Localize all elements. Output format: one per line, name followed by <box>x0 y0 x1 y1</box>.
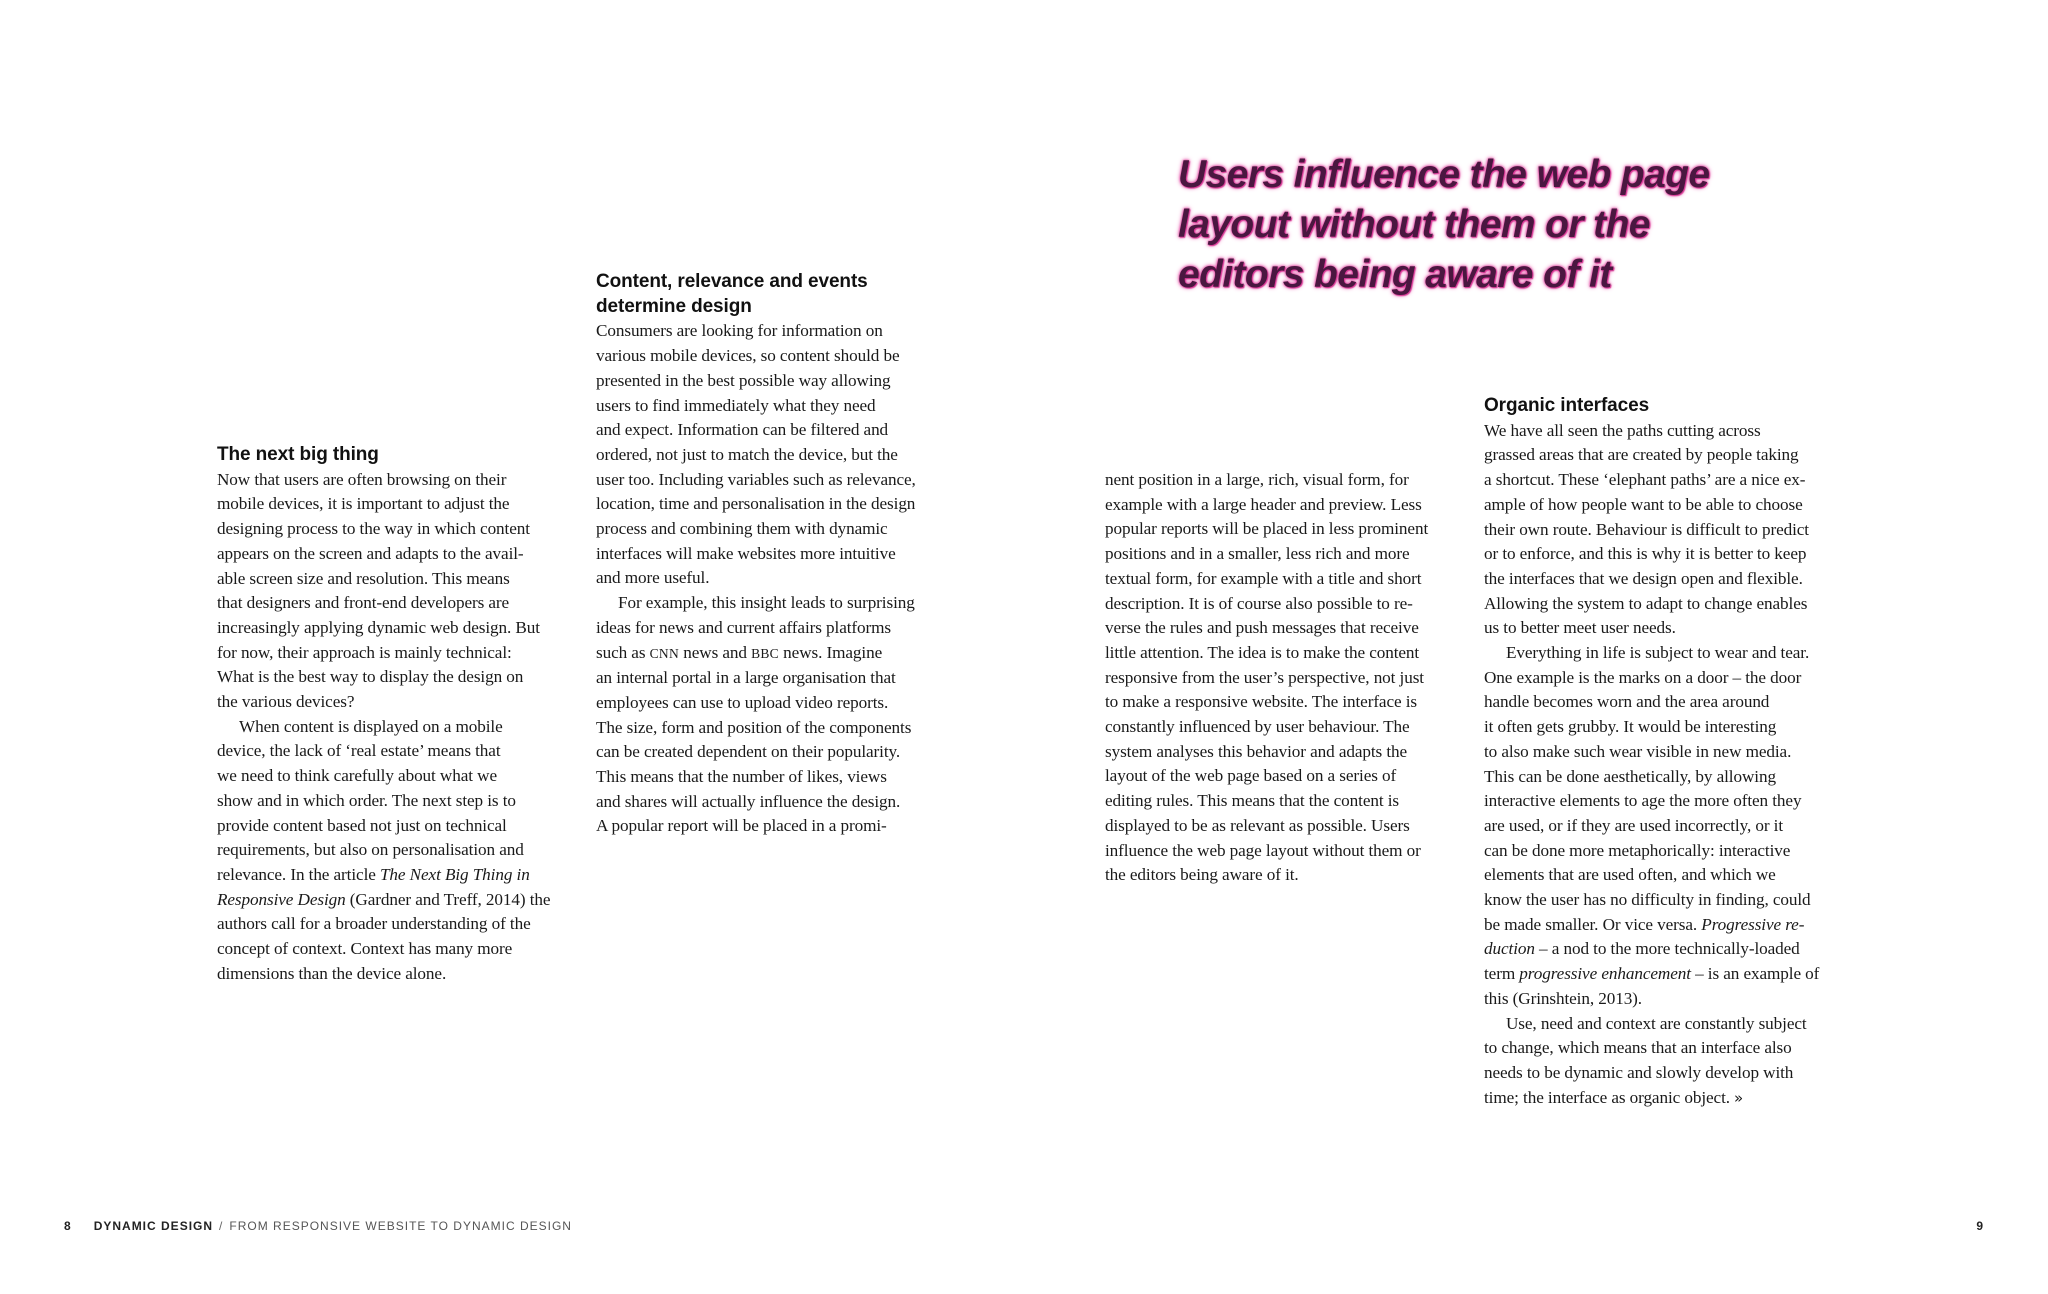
pull-quote: Users influence the web page layout without them or the editors being aware of it <box>1178 153 1710 296</box>
body-paragraph <box>1484 641 1844 1012</box>
text-run: news. Imagine an internal portal in a large organisation that employees can use to upload video reports. The size, form and position of the components can be created dependent on their popularity. This means that the number of likes, views and shares will actually influence the design. A popular report will be placed in a promi- <box>596 642 912 836</box>
cnn-abbrev: CNN <box>649 645 680 661</box>
section-heading: Organic interfaces <box>1484 395 1650 416</box>
section-heading: The next big thing <box>217 444 379 465</box>
term-italic: progressive enhancement <box>1519 964 1691 984</box>
text-run: When content is displayed on a mobile device, the lack of ‘real estate’ means that we need to think carefully about what we show and in which order. The next step is to provide content based not just on technical requirements, but also on personalisation and relevance. In the article <box>217 716 524 884</box>
footer-separator: / <box>219 1219 224 1233</box>
column-the-next-big-thing <box>217 443 577 986</box>
body-paragraph <box>217 715 577 987</box>
body-paragraph <box>596 591 956 839</box>
text-run: – is an example of this (Grinshtein, 2013). <box>1484 964 1820 1008</box>
continue-arrow-icon: » <box>1733 1088 1744 1107</box>
body-paragraph: Now that users are often browsing on their mobile devices, it is important to adjust the designing process to the way in which content appears on the screen and adapts to the avail- able screen size and resolution. This means that designers and front-end developers are increasingly applying dynamic web design. But for now, their approach is mainly technical: What is the best way to display the design on the various devices? <box>217 469 540 712</box>
text-run: – a nod to the more technically-loaded term <box>1484 939 1800 984</box>
body-paragraph: nent position in a large, rich, visual form, for example with a large header and preview. Less popular reports will be placed in less prominent positions and in a smaller, less rich and more textual form, for example with a title and short description. It is of course also possible to re- verse the rules and push messages that receive little attention. The idea is to make the content responsive from the user’s perspective, not just to make a responsive website. The interface is constantly influenced by user behaviour. The system analyses this behavior and adapts the layout of the web page based on a series of editing rules. This means that the content is displayed to be as relevant as possible. Users influence the web page layout without them or the editors being aware of it. <box>1105 470 1429 885</box>
body-paragraph: Consumers are looking for information on various mobile devices, so content should be presented in the best possible way allowing users to find immediately what they need and expect. Information can be filtered and ordered, not just to match the device, but the user too. Including variables such as relevance, location, time and personalisation in the design process and combining them with dynamic interfaces will make websites more intuitive and more useful. <box>596 321 916 588</box>
page-number-right: 9 <box>1976 1219 1984 1233</box>
column-content-relevance-events <box>596 270 956 839</box>
article-title: The Next Big Thing in Responsive Design <box>217 864 530 909</box>
term-italic: Progressive re- duction <box>1484 914 1805 959</box>
running-footer-left <box>64 1219 572 1233</box>
body-paragraph <box>1484 1012 1844 1111</box>
text-run: Use, need and context are constantly subject to change, which means that an interface also needs to be dynamic and slowly develop with time; the interface as organic object. <box>1484 1013 1807 1107</box>
text-run: Everything in life is subject to wear and tear. One example is the marks on a door – the door handle becomes worn and the area around it often gets grubby. It would be interesting to also make such wear visible in new media. This can be done aesthetically, by allowing interactive elements to age the more often they are used, or if they are used incorrectly, or it can be done more metaphorically: interactive elements that are used often, and which we know the user has no difficulty in finding, could be made smaller. Or vice versa. <box>1484 643 1811 934</box>
book-title: DYNAMIC DESIGN <box>93 1219 214 1233</box>
bbc-abbrev: BBC <box>751 645 779 661</box>
column-organic-interfaces <box>1484 394 1844 1110</box>
section-heading: Content, relevance and events determine design <box>596 271 868 317</box>
text-run: For example, this insight leads to surprising ideas for news and current affairs platforms such as <box>596 593 915 662</box>
column-continued-text <box>1105 468 1465 888</box>
body-paragraph: We have all seen the paths cutting across grassed areas that are created by people taking a shortcut. These ‘elephant paths’ are a nice ex- ample of how people want to be able to choose their own route. Behaviour is difficult to predict or to enforce, and this is why it is better to keep the interfaces that we design open and flexible. Allowing the system to adapt to change enables us to better meet user needs. <box>1484 420 1809 638</box>
text-run: (Gardner and Treff, 2014) the authors call for a broader understanding of the concept of context. Context has many more dimensions than the device alone. <box>217 889 551 983</box>
chapter-title: FROM RESPONSIVE WEBSITE TO DYNAMIC DESIGN <box>229 1219 572 1233</box>
text-run: news and <box>679 642 752 662</box>
page-number-left: 8 <box>64 1219 72 1233</box>
